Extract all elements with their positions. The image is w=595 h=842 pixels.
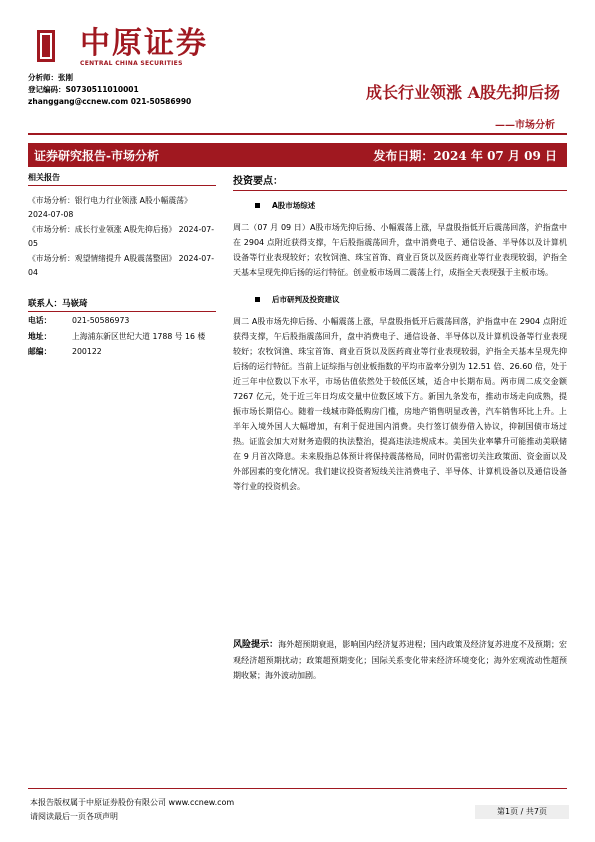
logo-mark-inner [40, 33, 52, 59]
footer-disclaimer: 请阅读最后一页各项声明 [30, 812, 118, 821]
contact-phone-row [28, 314, 216, 328]
risk-text: 海外超预期衰退，影响国内经济复苏进程；国内政策及经济复苏进度不及预期；宏观经济超预期扰动；政策超预期变化；国际关系变化带来经济环境变化；海外宏观流动性超预期收紧；海外波动加剧。 [233, 640, 567, 680]
main-content [233, 172, 567, 494]
report-banner [28, 143, 567, 167]
outlook-paragraph: 周二 A股市场先抑后扬、小幅震荡上涨，早盘股指低开后震荡回落，沪指盘中在 2904 点附近获得支撑，午后股指震荡回升，盘中消费电子、通信设备、半导体以及计算机设备等行业表现较好；农牧饲渔、珠宝首饰、商业百货以及医药商业等行业表现较弱，沪指全天基本呈现先抑后扬的运行特征。当前上证综指与创业板指数的平均市盈率分别为 12.51 倍、26.60 倍，处于近三年中位数以下水平，市场估值依然处于较低区域，适合中长期布局。两市周二成交金额 7267 亿元，处于近三年日均成交量中位数区域下方。新国九条发布，推动市场走向成熟，提振市场长期信心。随着一线城市降低购房门槛，房地产销售明显改善，汽车销售环比上升。上半年入境外国人大幅增加，有利于促进国内消费。央行签订债券借入协议，抑制国债市场过热。证监会加大对财务造假的执法整治，提高违法违规成本。美国失业率攀升可能推动美联储在 9 月首次降息。未来股指总体预计将保持震荡格局，同时仍需密切关注政策面、资金面以及外部因素的变化情况。我们建议投资者短线关注消费电子、半导体、计算机设备以及通信设备等行业的投资机会。 [233, 317, 567, 491]
report-subtitle: ——市场分析 [495, 120, 555, 131]
market-overview-paragraph: 周二（07 月 09 日）A股市场先抑后扬、小幅震荡上涨，早盘股指低开后震荡回落，沪指盘中在 2904 点附近获得支撑，午后股指震荡回升，盘中消费电子、通信设备、半导体以及计算机设备等行业表现较好；农牧饲渔、珠宝首饰、商业百货以及医药商业等行业表现较弱，沪指全天基本呈现先抑后扬的运行特征。创业板市场周二震荡上行，成指全天表现强于主板市场。 [233, 223, 567, 277]
sidebar [28, 172, 216, 359]
analyst-reg-code: 登记编码：S0730511010001 [28, 85, 139, 94]
section-heading-text: 后市研判及投资建议 [272, 295, 340, 304]
contact-address-value: 上海浦东新区世纪大道 1788 号 16 楼 [72, 331, 206, 341]
contact-phone-label: 电话： [28, 316, 52, 325]
contact-postcode-label: 邮编： [28, 347, 52, 356]
risk-warning [233, 637, 567, 683]
logo-text-en: CENTRAL CHINA SECURITIES [80, 60, 183, 67]
contact-address-label: 地址： [28, 331, 52, 341]
bullet-square-icon [255, 297, 260, 302]
section-heading [255, 200, 567, 211]
footer-divider [28, 788, 567, 789]
contact-postcode-row [28, 345, 216, 359]
contact-postcode-value: 200122 [72, 347, 102, 356]
contact-title: 联系人：马嵚琦 [28, 297, 216, 312]
bullet-square-icon [255, 203, 260, 208]
analyst-contact: zhanggang@ccnew.com 021-50586990 [28, 97, 192, 106]
footer-copyright: 本报告版权属于中原证券股份有限公司 www.ccnew.com [30, 798, 235, 807]
related-reports-list [28, 194, 216, 279]
related-report-item[interactable]: 《市场分析：银行电力行业领涨 A股小幅震荡》 2024-07-08 [28, 196, 192, 219]
contact-address-row [28, 330, 216, 344]
page-number: 第1页 / 共7页 [475, 805, 569, 819]
key-points-title: 投资要点： [233, 172, 567, 191]
logo-text-cn: 中原证券 [80, 26, 208, 61]
contact-phone-value: 021-50586973 [72, 316, 130, 325]
section-heading-text: A股市场综述 [272, 201, 316, 210]
risk-label: 风险提示： [233, 640, 279, 650]
related-report-item[interactable]: 《市场分析：观望情绪提升 A股震荡整固》 2024-07-04 [28, 254, 215, 277]
related-reports-title: 相关报告 [28, 172, 216, 186]
header-divider [28, 133, 567, 135]
report-title: 成长行业领涨 A股先抑后扬 [366, 83, 560, 102]
section-heading [255, 294, 567, 305]
related-report-item[interactable]: 《市场分析：成长行业领涨 A股先抑后扬》 2024-07-05 [28, 225, 215, 248]
analyst-name: 分析师：张刚 [28, 73, 73, 82]
publish-date: 发布日期：2024 年 07 月 09 日 [373, 149, 557, 163]
report-type: 证券研究报告-市场分析 [34, 149, 159, 163]
